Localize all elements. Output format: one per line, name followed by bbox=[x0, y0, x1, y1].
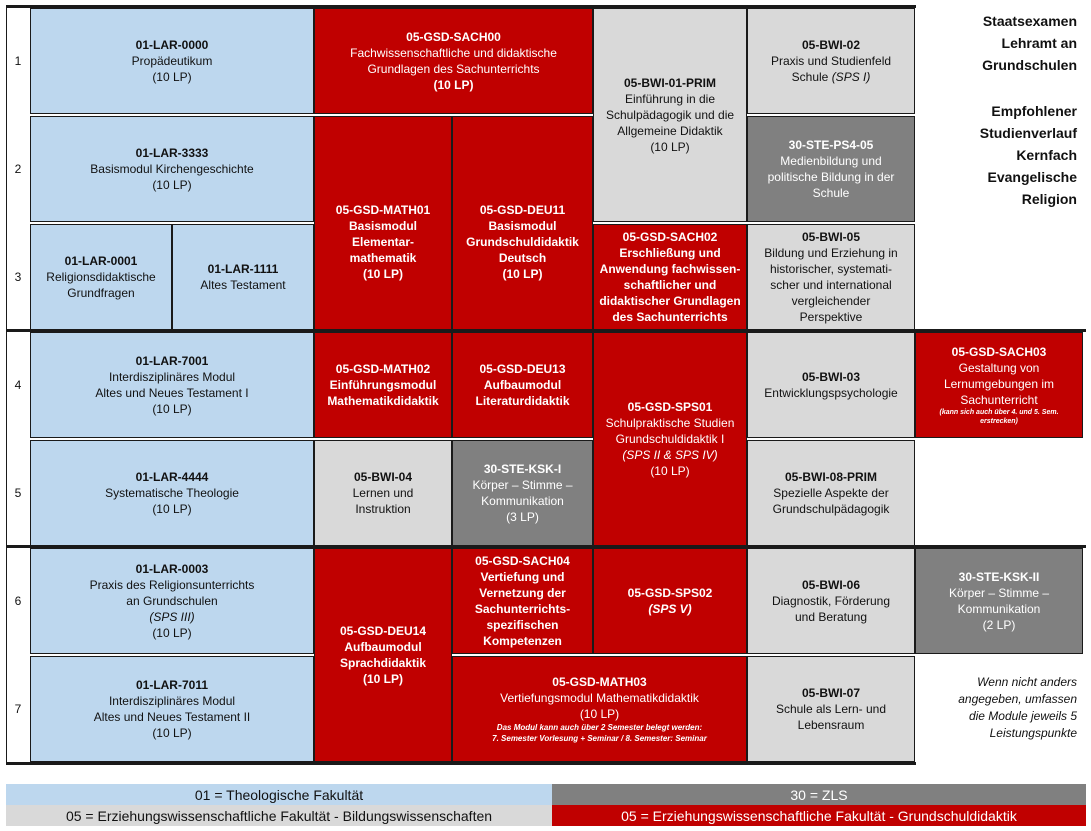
module-title-line: Vernetzung der bbox=[479, 586, 566, 600]
module-code: 01-LAR-3333 bbox=[135, 146, 209, 160]
module-title-line: historischer, systemati- bbox=[769, 262, 893, 276]
row-separator bbox=[6, 545, 1086, 548]
module-title-line: Lernumgebungen im bbox=[943, 377, 1055, 391]
module-title-line: Aufbaumodul bbox=[344, 640, 422, 654]
module-title-line: scher und international bbox=[770, 278, 892, 292]
module-code: 05-GSD-MATH02 bbox=[335, 362, 431, 376]
module-title-line: Mathematikdidaktik bbox=[327, 394, 439, 408]
title-line: Lehramt an bbox=[1001, 35, 1077, 51]
module-title-line: Sachunterricht bbox=[960, 393, 1038, 407]
row-separator bbox=[6, 5, 916, 8]
module-title: Basismodul Kirchengeschichte bbox=[90, 162, 254, 176]
credits-footnote bbox=[958, 674, 1077, 742]
module-title-line: Altes und Neues Testament I bbox=[95, 386, 249, 400]
module-title-line: Einführungsmodul bbox=[329, 378, 437, 392]
module-title-line: Altes und Neues Testament II bbox=[93, 710, 251, 724]
grid-left-border bbox=[6, 6, 7, 764]
module-code: 05-GSD-SPS01 bbox=[627, 400, 713, 414]
module-05-gsd-sach03 bbox=[915, 332, 1083, 438]
module-code: 05-BWI-03 bbox=[801, 370, 860, 384]
module-credits: (10 LP) bbox=[152, 70, 192, 84]
module-title-part: Schule bbox=[791, 70, 829, 84]
row-number-3: 3 bbox=[14, 270, 22, 284]
module-credits: (10 LP) bbox=[433, 78, 474, 92]
title-line: Staatsexamen bbox=[982, 13, 1077, 29]
module-code: 01-LAR-1111 bbox=[207, 262, 279, 276]
module-code: 01-LAR-7011 bbox=[135, 678, 209, 692]
module-05-bwi-07 bbox=[747, 656, 915, 762]
module-title-line: Körper – Stimme – bbox=[948, 586, 1050, 600]
module-credits: (10 LP) bbox=[152, 726, 192, 740]
module-05-bwi-01-prim bbox=[593, 8, 747, 222]
page-subtitle bbox=[980, 100, 1077, 210]
module-01-lar-0001 bbox=[30, 224, 172, 330]
module-05-gsd-sach02 bbox=[593, 224, 747, 330]
module-credits: (10 LP) bbox=[650, 140, 690, 154]
module-credits: (10 LP) bbox=[362, 267, 403, 281]
module-title-line: Schulpraktische Studien bbox=[605, 416, 735, 430]
module-title-line: Diagnostik, Förderung bbox=[771, 594, 891, 608]
module-title: Systematische Theologie bbox=[105, 486, 239, 500]
module-title-line: Sachunterrichts- bbox=[474, 602, 571, 616]
module-05-gsd-deu14 bbox=[314, 548, 452, 762]
subtitle-line: Religion bbox=[1021, 191, 1077, 207]
module-title-line: Elementar- bbox=[351, 235, 415, 249]
module-code: 30-STE-KSK-II bbox=[958, 570, 1040, 584]
module-title-line: spezifischen bbox=[486, 618, 559, 632]
module-30-ste-ksk-i bbox=[452, 440, 593, 546]
module-sps: (SPS III) bbox=[149, 610, 195, 624]
module-title-line: Einführung in die bbox=[624, 92, 716, 106]
module-title-line: Praxis des Religionsunterrichts bbox=[89, 578, 255, 592]
legend-theology: 01 = Theologische Fakultät bbox=[6, 784, 552, 805]
module-title: Entwicklungspsychologie bbox=[764, 386, 898, 400]
module-title-line: Vertiefung und bbox=[480, 570, 565, 584]
module-code: 05-GSD-SPS02 bbox=[627, 586, 713, 600]
module-01-lar-1111 bbox=[172, 224, 314, 330]
module-credits: (10 LP) bbox=[502, 267, 543, 281]
subtitle-line: Kernfach bbox=[1016, 147, 1077, 163]
module-code: 05-GSD-DEU13 bbox=[479, 362, 566, 376]
module-title-line: Basismodul bbox=[488, 219, 557, 233]
module-title-line: didaktischer Grundlagen bbox=[599, 294, 741, 308]
module-code: 01-LAR-0001 bbox=[64, 254, 138, 268]
module-05-bwi-08-prim bbox=[747, 440, 915, 546]
module-title-line: Religionsdidaktische bbox=[46, 270, 156, 284]
legend-bildungswissenschaften: 05 = Erziehungswissenschaftliche Fakultät - Bildungswissenschaften bbox=[6, 805, 552, 826]
module-code: 05-GSD-MATH03 bbox=[552, 675, 647, 689]
subtitle-line: Empfohlener bbox=[991, 103, 1077, 119]
module-01-lar-3333 bbox=[30, 116, 314, 222]
module-title-line: Kommunikation bbox=[481, 494, 564, 508]
module-05-bwi-02 bbox=[747, 8, 915, 114]
module-code: 30-STE-KSK-I bbox=[483, 462, 562, 476]
module-code: 05-BWI-06 bbox=[801, 578, 860, 592]
module-credits: (10 LP) bbox=[362, 672, 403, 686]
module-title-line: des Sachunterrichts bbox=[612, 310, 728, 324]
module-code: 05-GSD-DEU14 bbox=[339, 624, 427, 638]
module-title-line: Schule bbox=[812, 186, 850, 200]
row-number-2: 2 bbox=[14, 162, 22, 176]
module-05-bwi-03 bbox=[747, 332, 915, 438]
module-title-line: Grundschuldidaktik I bbox=[615, 432, 725, 446]
module-title-line: schaftlicher und bbox=[623, 278, 717, 292]
module-05-gsd-sach04 bbox=[452, 548, 593, 654]
footnote-line: die Module jeweils 5 bbox=[968, 709, 1077, 723]
page-title bbox=[982, 10, 1077, 76]
module-title-line: Lernen und bbox=[352, 486, 414, 500]
module-title-line: Lebensraum bbox=[797, 718, 865, 732]
module-code: 05-GSD-SACH04 bbox=[475, 554, 570, 568]
module-05-gsd-math01 bbox=[314, 116, 452, 330]
module-title-line: Grundlagen des Sachunterrichts bbox=[367, 62, 540, 76]
module-title-line bbox=[792, 69, 871, 85]
module-title-line: Grundschuldidaktik bbox=[466, 235, 579, 249]
module-01-lar-7011 bbox=[30, 656, 314, 762]
module-title-line: Interdisziplinäres Modul bbox=[108, 370, 236, 384]
module-title: Altes Testament bbox=[200, 278, 286, 292]
module-title-line: Erschließung und bbox=[619, 246, 721, 260]
module-code: 01-LAR-7001 bbox=[135, 354, 209, 368]
module-05-gsd-sps02 bbox=[593, 548, 747, 654]
subtitle-line: Evangelische bbox=[987, 169, 1077, 185]
module-code: 01-LAR-0003 bbox=[135, 562, 209, 576]
module-title-line: Literaturdidaktik bbox=[475, 394, 570, 408]
module-title-line: Basismodul bbox=[348, 219, 417, 233]
module-title-line: Deutsch bbox=[498, 251, 547, 265]
module-code: 05-BWI-04 bbox=[353, 470, 412, 484]
module-title-line: Gestaltung von bbox=[958, 361, 1040, 375]
module-code: 05-BWI-05 bbox=[801, 230, 860, 244]
module-title-line: Perspektive bbox=[799, 310, 863, 324]
module-title-line: Bildung und Erziehung in bbox=[764, 246, 898, 260]
module-title-line: Fachwissenschaftliche und didaktische bbox=[350, 46, 557, 60]
module-code: 05-GSD-SACH03 bbox=[951, 345, 1047, 359]
module-05-gsd-math02 bbox=[314, 332, 452, 438]
module-title-line: vergleichender bbox=[791, 294, 871, 308]
row-number-5: 5 bbox=[14, 486, 22, 500]
footnote-line: Leistungspunkte bbox=[989, 726, 1077, 740]
module-credits: (10 LP) bbox=[152, 502, 192, 516]
module-title-line: Kommunikation bbox=[957, 602, 1041, 616]
module-05-gsd-deu11 bbox=[452, 116, 593, 330]
module-title-line: Körper – Stimme – bbox=[472, 478, 573, 492]
row-separator bbox=[6, 329, 1086, 332]
module-code: 01-LAR-4444 bbox=[135, 470, 209, 484]
module-05-bwi-04 bbox=[314, 440, 452, 546]
module-30-ste-ksk-ii bbox=[915, 548, 1083, 654]
module-title-line: Spezielle Aspekte der bbox=[773, 486, 889, 500]
module-title-line: Anwendung fachwissen- bbox=[599, 262, 741, 276]
module-note: Das Modul kann auch über 2 Semester belegt werden: bbox=[496, 723, 703, 732]
footnote-line: angegeben, umfassen bbox=[958, 692, 1077, 706]
module-code: 05-BWI-08-PRIM bbox=[784, 470, 877, 484]
module-credits: (10 LP) bbox=[579, 707, 620, 721]
module-title-line: Grundfragen bbox=[67, 286, 135, 300]
module-note: 7. Semester Vorlesung + Seminar / 8. Semester: Seminar bbox=[492, 734, 707, 743]
legend-zls: 30 = ZLS bbox=[552, 784, 1086, 805]
module-credits: (10 LP) bbox=[152, 402, 192, 416]
module-title-line: Sprachdidaktik bbox=[339, 656, 427, 670]
module-title-line: Schule als Lern- und bbox=[775, 702, 887, 716]
module-05-gsd-sps01 bbox=[593, 332, 747, 546]
module-code: 01-LAR-0000 bbox=[135, 38, 209, 52]
row-number-4: 4 bbox=[14, 378, 22, 392]
module-title-line: Interdisziplinäres Modul bbox=[108, 694, 236, 708]
module-credits: (10 LP) bbox=[650, 464, 690, 478]
module-title-line: Praxis und Studienfeld bbox=[770, 54, 892, 68]
module-30-ste-ps4-05 bbox=[747, 116, 915, 222]
module-code: 05-GSD-DEU11 bbox=[479, 203, 566, 217]
subtitle-line: Studienverlauf bbox=[979, 125, 1077, 141]
module-credits: (10 LP) bbox=[152, 178, 192, 192]
module-05-bwi-05 bbox=[747, 224, 915, 330]
module-title-line: Instruktion bbox=[355, 502, 411, 516]
legend-grundschuldidaktik: 05 = Erziehungswissenschaftliche Fakultät - Grundschuldidaktik bbox=[552, 805, 1086, 826]
module-title-line: politische Bildung in der bbox=[767, 170, 895, 184]
row-number-1: 1 bbox=[14, 54, 22, 68]
row-number-7: 7 bbox=[14, 702, 22, 716]
module-note: (kann sich auch über 4. und 5. Sem. erstrecken) bbox=[939, 409, 1059, 425]
module-01-lar-4444 bbox=[30, 440, 314, 546]
module-title-line: an Grundschulen bbox=[126, 594, 218, 608]
module-title-line: Allgemeine Didaktik bbox=[617, 124, 723, 138]
module-05-gsd-deu13 bbox=[452, 332, 593, 438]
row-separator bbox=[6, 762, 916, 765]
module-code: 05-BWI-01-PRIM bbox=[623, 76, 716, 90]
module-code: 05-BWI-07 bbox=[801, 686, 860, 700]
module-credits: (2 LP) bbox=[982, 618, 1016, 632]
module-title: Vertiefungsmodul Mathematikdidaktik bbox=[500, 691, 699, 705]
module-credits: (10 LP) bbox=[152, 626, 192, 640]
module-title-line: Aufbaumodul bbox=[483, 378, 562, 392]
module-05-bwi-06 bbox=[747, 548, 915, 654]
module-05-gsd-sach00 bbox=[314, 8, 593, 114]
module-title-line: mathematik bbox=[349, 251, 417, 265]
module-code: 05-BWI-02 bbox=[801, 38, 860, 52]
module-title-line: Kompetenzen bbox=[483, 634, 562, 648]
module-sps: (SPS V) bbox=[648, 602, 692, 616]
module-code: 05-GSD-SACH00 bbox=[406, 30, 501, 44]
module-title: Propädeutikum bbox=[131, 54, 213, 68]
row-number-6: 6 bbox=[14, 594, 22, 608]
module-01-lar-0000 bbox=[30, 8, 314, 114]
module-05-gsd-math03 bbox=[452, 656, 747, 762]
module-title-line: Schulpädagogik und die bbox=[605, 108, 735, 122]
title-line: Grundschulen bbox=[982, 57, 1077, 73]
module-code: 05-GSD-SACH02 bbox=[622, 230, 718, 244]
module-title-line: und Beratung bbox=[794, 610, 868, 624]
module-code: 05-GSD-MATH01 bbox=[335, 203, 431, 217]
module-title-line: Grundschulpädagogik bbox=[772, 502, 890, 516]
footnote-line: Wenn nicht anders bbox=[977, 675, 1077, 689]
module-01-lar-7001 bbox=[30, 332, 314, 438]
module-code: 30-STE-PS4-05 bbox=[788, 138, 874, 152]
module-title-line: Medienbildung und bbox=[780, 154, 882, 168]
module-sps: (SPS I) bbox=[831, 70, 871, 84]
module-credits: (3 LP) bbox=[506, 510, 539, 524]
module-01-lar-0003 bbox=[30, 548, 314, 654]
module-sps: (SPS II & SPS IV) bbox=[622, 448, 718, 462]
